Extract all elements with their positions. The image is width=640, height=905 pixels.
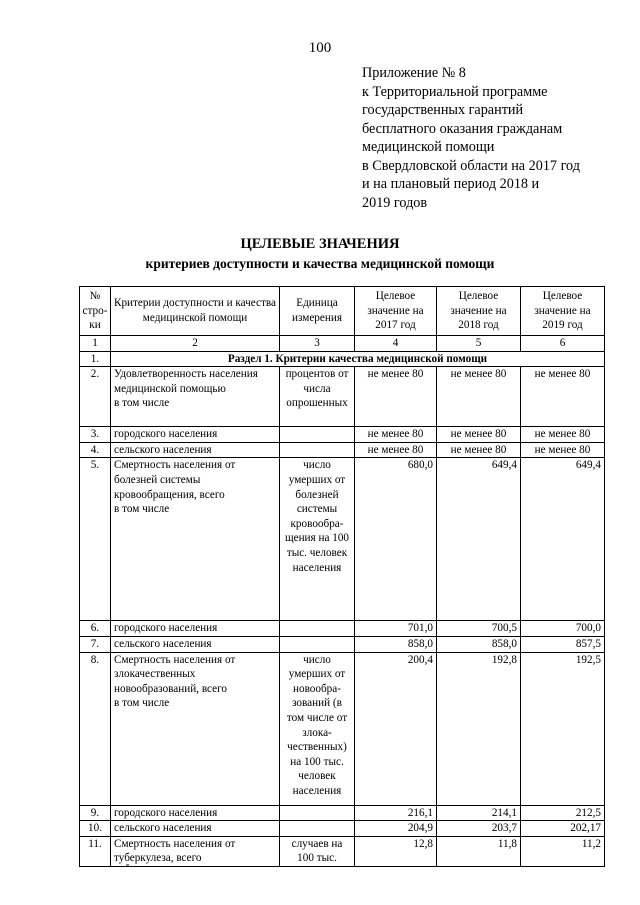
row-value-2017: 216,1 <box>355 805 437 821</box>
row-number: 7. <box>80 636 111 652</box>
criteria-table <box>79 286 605 867</box>
row-number: 3. <box>80 427 111 443</box>
row-value-2018: не менее 80 <box>437 442 521 458</box>
appendix-line: и на плановый период 2018 и <box>362 176 540 192</box>
row-value-2019: 192,5 <box>521 652 605 805</box>
row-value-2017: не менее 80 <box>355 442 437 458</box>
row-number: 5. <box>80 458 111 621</box>
row-number: 10. <box>80 821 111 837</box>
appendix-line: бесплатного оказания гражданам <box>362 120 563 137</box>
column-number: 3 <box>280 336 355 352</box>
table-row <box>80 652 605 805</box>
appendix-line: государственных гарантий <box>362 102 524 118</box>
row-criterion: Удовлетворенность населения медицинской помощью в том числе <box>111 367 280 427</box>
table-row <box>80 836 605 866</box>
row-value-2018: 203,7 <box>437 821 521 837</box>
section-title: Раздел 1. Критерии качества медицинской помощи <box>111 351 605 367</box>
table-row <box>80 821 605 837</box>
row-number: 9. <box>80 805 111 821</box>
row-value-2017: 204,9 <box>355 821 437 837</box>
row-value-2018: 700,5 <box>437 621 521 637</box>
row-value-2018: 858,0 <box>437 636 521 652</box>
column-number: 4 <box>355 336 437 352</box>
row-value-2017: 680,0 <box>355 458 437 621</box>
row-value-2018: 11,8 <box>437 836 521 866</box>
appendix-line: Приложение № 8 <box>362 65 466 81</box>
row-value-2017: 858,0 <box>355 636 437 652</box>
appendix-line: 2019 годов <box>362 194 428 211</box>
row-number: 2. <box>80 367 111 427</box>
column-number: 5 <box>437 336 521 352</box>
row-value-2019: не менее 80 <box>521 367 605 427</box>
row-unit <box>280 442 355 458</box>
row-criterion: сельского населения <box>111 821 280 837</box>
row-unit: процентов от числа опрошенных <box>280 367 355 427</box>
row-unit <box>280 427 355 443</box>
row-criterion: Смертность населения от злокачественных новообразований, всего в том числе <box>111 652 280 805</box>
header-2017: Целевое значение на 2017 год <box>355 287 437 336</box>
table-row <box>80 367 605 427</box>
table-row <box>80 442 605 458</box>
appendix-line: в Свердловской области на 2017 год <box>362 157 580 174</box>
row-criterion: городского населения <box>111 427 280 443</box>
row-criterion: Смертность населения от болезней системы кровообращения, всего в том числе <box>111 458 280 621</box>
row-value-2018: 192,8 <box>437 652 521 805</box>
table-row <box>80 458 605 621</box>
row-criterion: сельского населения <box>111 442 280 458</box>
scan-artifact-mark <box>126 864 129 866</box>
row-unit <box>280 805 355 821</box>
row-value-2017: 701,0 <box>355 621 437 637</box>
section-row <box>80 351 605 367</box>
row-value-2017: не менее 80 <box>355 427 437 443</box>
row-value-2019: 11,2 <box>521 836 605 866</box>
table-row <box>80 805 605 821</box>
row-value-2018: 214,1 <box>437 805 521 821</box>
row-unit: число умерших от болезней системы кровообра-щения на 100 тыс. человек населения <box>280 458 355 621</box>
row-number: 4. <box>80 442 111 458</box>
row-number: 8. <box>80 652 111 805</box>
row-criterion: сельского населения <box>111 636 280 652</box>
row-unit <box>280 821 355 837</box>
row-value-2019: 857,5 <box>521 636 605 652</box>
appendix-line: медицинской помощи <box>362 139 495 155</box>
table-header-row <box>80 287 605 336</box>
document-title: ЦЕЛЕВЫЕ ЗНАЧЕНИЯ <box>240 236 400 252</box>
row-number: 11. <box>80 836 111 866</box>
row-value-2018: 649,4 <box>437 458 521 621</box>
row-value-2018: не менее 80 <box>437 427 521 443</box>
header-num: № стро- ки <box>80 287 111 336</box>
section-number: 1. <box>80 351 111 367</box>
row-unit <box>280 621 355 637</box>
row-number: 6. <box>80 621 111 637</box>
row-value-2019: 202,17 <box>521 821 605 837</box>
row-value-2019: 649,4 <box>521 458 605 621</box>
table-row <box>80 621 605 637</box>
appendix-block <box>362 64 632 212</box>
row-value-2017: 12,8 <box>355 836 437 866</box>
row-value-2019: 700,0 <box>521 621 605 637</box>
row-value-2017: 200,4 <box>355 652 437 805</box>
page-number: 100 <box>308 40 332 56</box>
row-unit: случаев на 100 тыс. <box>280 836 355 866</box>
row-criterion: городского населения <box>111 621 280 637</box>
row-value-2017: не менее 80 <box>355 367 437 427</box>
row-value-2019: 212,5 <box>521 805 605 821</box>
row-value-2019: не менее 80 <box>521 442 605 458</box>
row-criterion: городского населения <box>111 805 280 821</box>
row-value-2018: не менее 80 <box>437 367 521 427</box>
column-number: 2 <box>111 336 280 352</box>
table-row <box>80 636 605 652</box>
table-row <box>80 427 605 443</box>
table-body <box>80 287 605 867</box>
header-2018: Целевое значение на 2018 год <box>437 287 521 336</box>
appendix-line: к Территориальной программе <box>362 83 548 100</box>
column-number: 1 <box>80 336 111 352</box>
header-2019: Целевое значение на 2019 год <box>521 287 605 336</box>
row-unit <box>280 636 355 652</box>
row-criterion: Смертность населения от туберкулеза, всего <box>111 836 280 866</box>
row-value-2019: не менее 80 <box>521 427 605 443</box>
header-criterion: Критерии доступности и качества медицинской помощи <box>111 287 280 336</box>
header-unit: Единица измерения <box>280 287 355 336</box>
column-number: 6 <box>521 336 605 352</box>
column-numbers-row <box>80 336 605 352</box>
document-subtitle: критериев доступности и качества медицинской помощи <box>145 256 495 271</box>
row-unit: число умерших от новообра-зований (в том числе от злока-чественных) на 100 тыс. человек населения <box>280 652 355 805</box>
